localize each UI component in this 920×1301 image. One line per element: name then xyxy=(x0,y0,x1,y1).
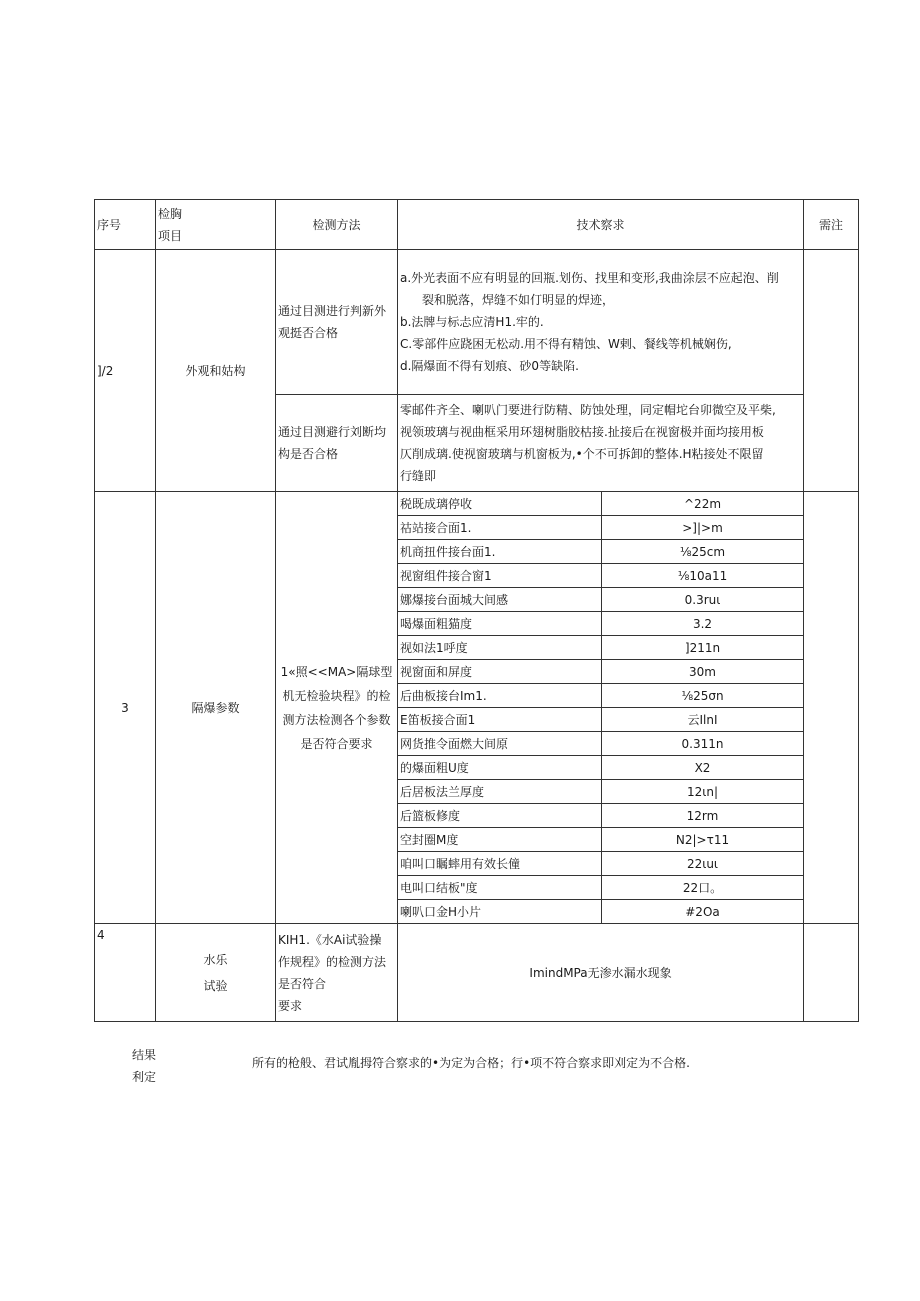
param-name: 后曲板接台Im1. xyxy=(398,684,602,708)
table-row-appearance xyxy=(95,250,859,395)
row-item: 外观和姑构 xyxy=(156,250,276,492)
param-value: 云IlnI xyxy=(602,708,804,732)
param-name: 喇叭口金H小片 xyxy=(398,900,602,924)
param-name: 后篮板修度 xyxy=(398,804,602,828)
param-name: 税既成璃停收 xyxy=(398,492,602,516)
param-value: 22ιuι xyxy=(602,852,804,876)
row-item: 水乐 试验 xyxy=(156,924,276,1022)
conclusion-text: 所有的枪般、君试胤拇符合察求的•为定为合格；行•项不符合察求即刈定为不合格. xyxy=(252,1056,690,1070)
param-name: 机商扭件接台面1. xyxy=(398,540,602,564)
param-value: ⅛10a11 xyxy=(602,564,804,588)
param-value: 12ιn| xyxy=(602,780,804,804)
row-method: 通过目测进行判新外观挺否合格 xyxy=(276,250,398,395)
param-value: X2 xyxy=(602,756,804,780)
param-name: 视窗面和屏度 xyxy=(398,660,602,684)
param-name: 电叫口结板"度 xyxy=(398,876,602,900)
row-requirement: ImindMPa无渗水漏水现象 xyxy=(398,924,804,1022)
param-value: 0.311n xyxy=(602,732,804,756)
param-value: 12rm xyxy=(602,804,804,828)
row-item: 隔爆参数 xyxy=(156,492,276,924)
param-name: 娜爆接台面城大间感 xyxy=(398,588,602,612)
header-row xyxy=(95,200,859,250)
param-value: >]|>m xyxy=(602,516,804,540)
row-requirement: 零邮件齐全、喇叭门要进行防精、防蚀处理，同定帽坨台卯微空及平柴, 视领玻璃与视曲框采用环翅树脂胶枯接.扯接后在视窗极并面均接用板 仄削成璃.使视窗玻璃与机窗板为,•个不可拆卸的整体.H粘接处不限留 行缝即 xyxy=(398,395,804,492)
param-name: 祜站接合面1. xyxy=(398,516,602,540)
param-value: 0.3ruι xyxy=(602,588,804,612)
table-row xyxy=(95,492,859,516)
row-seq: ]/2 xyxy=(95,250,156,492)
row-method: 通过目测避行刘断均构是否合格 xyxy=(276,395,398,492)
param-name: 空封圈M度 xyxy=(398,828,602,852)
table-row-water-test xyxy=(95,924,859,1022)
param-value: ⅛25σn xyxy=(602,684,804,708)
param-value: 22口。 xyxy=(602,876,804,900)
row-note xyxy=(804,492,859,924)
param-name: 的爆面粗U度 xyxy=(398,756,602,780)
header-method: 检测方法 xyxy=(276,200,398,250)
param-value: #2Oa xyxy=(602,900,804,924)
param-name: E笛板接合面1 xyxy=(398,708,602,732)
row-method: 1«照<<MA>隔球型机无检验块程》的检测方法检测各个参数是否符合要求 xyxy=(276,492,398,924)
param-value: ]211n xyxy=(602,636,804,660)
conclusion-section xyxy=(94,1040,858,1090)
row-note xyxy=(804,250,859,492)
param-value: 30m xyxy=(602,660,804,684)
row-method: KIH1.《水Ai试验操 作规程》的检测方法 是否符合 要求 xyxy=(276,924,398,1022)
header-note: 需注 xyxy=(804,200,859,250)
param-value: N2|>τ11 xyxy=(602,828,804,852)
param-name: 咱叫口瞩蟀用有效长僮 xyxy=(398,852,602,876)
row-requirement: a.外光表面不应有明显的回瓶.划伤、找里和变形,我曲涂层不应起泡、削 裂和脱落，焊缝不如仃明显的焊迹， b.法牌与标忐应清H1.牢的. C.零部件应跷困无松动.用不得有精蚀、W剌、餐线等机械娴伤, d.隔爆面不得有划痕、砂0等缺陷. xyxy=(398,250,804,395)
header-requirement: 技术察求 xyxy=(398,200,804,250)
param-name: 视窗组件接合窗1 xyxy=(398,564,602,588)
param-name: 后居板法兰厚度 xyxy=(398,780,602,804)
header-item: 检胸 项目 xyxy=(156,200,276,250)
param-value: ⅛25cm xyxy=(602,540,804,564)
param-value: ^22m xyxy=(602,492,804,516)
param-name: 视如法1呼度 xyxy=(398,636,602,660)
row-seq: 3 xyxy=(95,492,156,924)
param-name: 喝爆面粗猫度 xyxy=(398,612,602,636)
header-seq: 序号 xyxy=(95,200,156,250)
inspection-table xyxy=(94,199,859,1022)
row-note xyxy=(804,924,859,1022)
param-value: 3.2 xyxy=(602,612,804,636)
conclusion-label: 结果 利定 xyxy=(131,1048,156,1084)
param-name: 网货推令面燃大间原 xyxy=(398,732,602,756)
row-seq: 4 xyxy=(95,924,156,1022)
